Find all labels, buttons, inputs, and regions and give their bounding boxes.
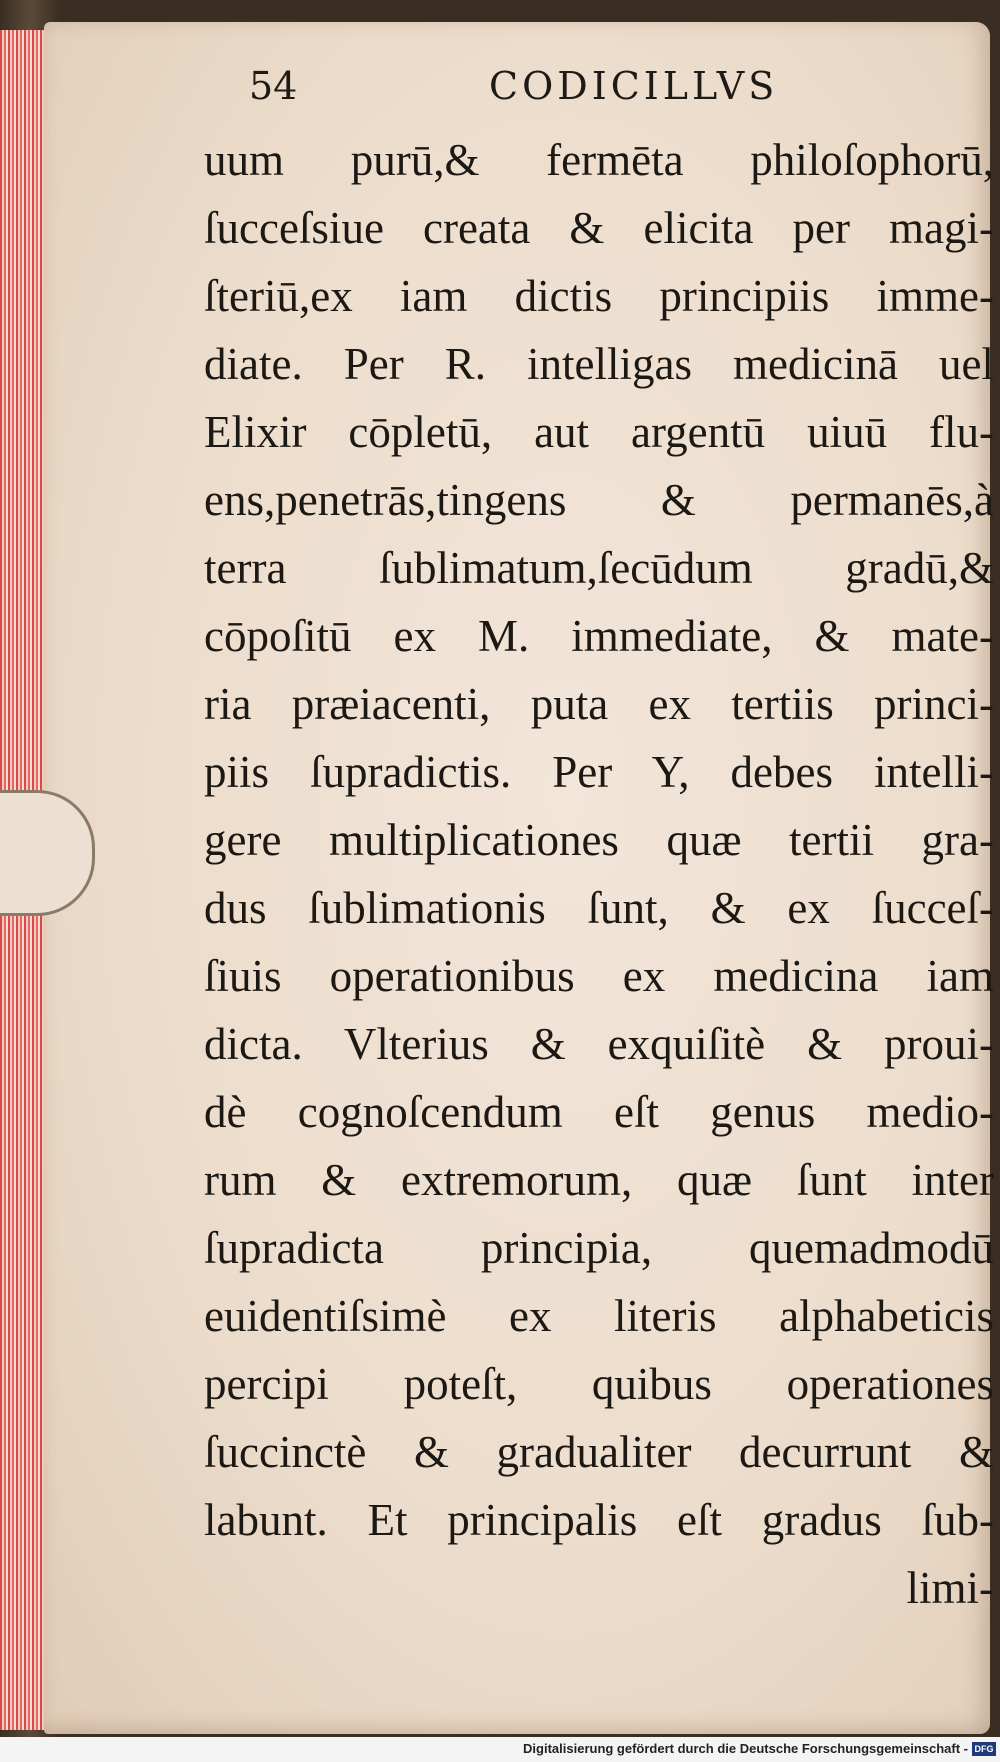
- credit-text: Digitalisierung gefördert durch die Deutsche Forschungsgemeinschaft -: [523, 1741, 968, 1756]
- text-line: ſteriū,ex iam dictis principiis imme-: [204, 271, 994, 321]
- text-line: rum & extremorum, quæ ſunt inter: [204, 1155, 994, 1205]
- text-line: dus ſublimationis ſunt, & ex ſucceſ-: [204, 883, 994, 933]
- text-line: piis ſupradictis. Per Y, debes intelli-: [204, 747, 994, 797]
- body-text: [204, 126, 994, 1622]
- running-head: CODICILLVS: [489, 64, 779, 108]
- text-line: dicta. Vlterius & exquiſitè & proui-: [204, 1019, 994, 1069]
- text-line: ens,penetrās,tingens & permanēs,à: [204, 475, 994, 525]
- text-line: Elixir cōpletū, aut argentū uiuū flu-: [204, 407, 994, 457]
- text-line: percipi poteſt, quibus operationes: [204, 1359, 994, 1409]
- text-line: ria præiacenti, puta ex tertiis princi-: [204, 679, 994, 729]
- page-number: 54: [249, 64, 298, 108]
- book-page: [44, 22, 994, 1734]
- text-line: ſiuis operationibus ex medicina iam: [204, 951, 994, 1001]
- page-header: [249, 64, 809, 114]
- dfg-logo: DFG: [972, 1742, 996, 1756]
- text-line: terra ſublimatum,ſecūdum gradū,&: [204, 543, 994, 593]
- text-line: ſuccinctè & gradualiter decurrunt &: [204, 1427, 994, 1477]
- text-line: uum purū,& fermēta philoſophorū,: [204, 135, 994, 185]
- text-line: dè cognoſcendum eſt genus medio-: [204, 1087, 994, 1137]
- text-line: gere multiplicationes quæ tertii gra-: [204, 815, 994, 865]
- text-line: labunt. Et principalis eſt gradus ſub-: [204, 1495, 994, 1545]
- footer-credit-bar: [0, 1737, 1000, 1762]
- catchword: limi-: [906, 1563, 994, 1613]
- text-line: ſupradicta principia, quemadmodū: [204, 1223, 994, 1273]
- text-line: cōpoſitū ex M. immediate, & mate-: [204, 611, 994, 661]
- text-line: ſucceſsiue creata & elicita per magi-: [204, 203, 994, 253]
- text-line: diate. Per R. intelligas medicinā uel: [204, 339, 994, 389]
- text-line: euidentiſsimè ex literis alphabeticis: [204, 1291, 994, 1341]
